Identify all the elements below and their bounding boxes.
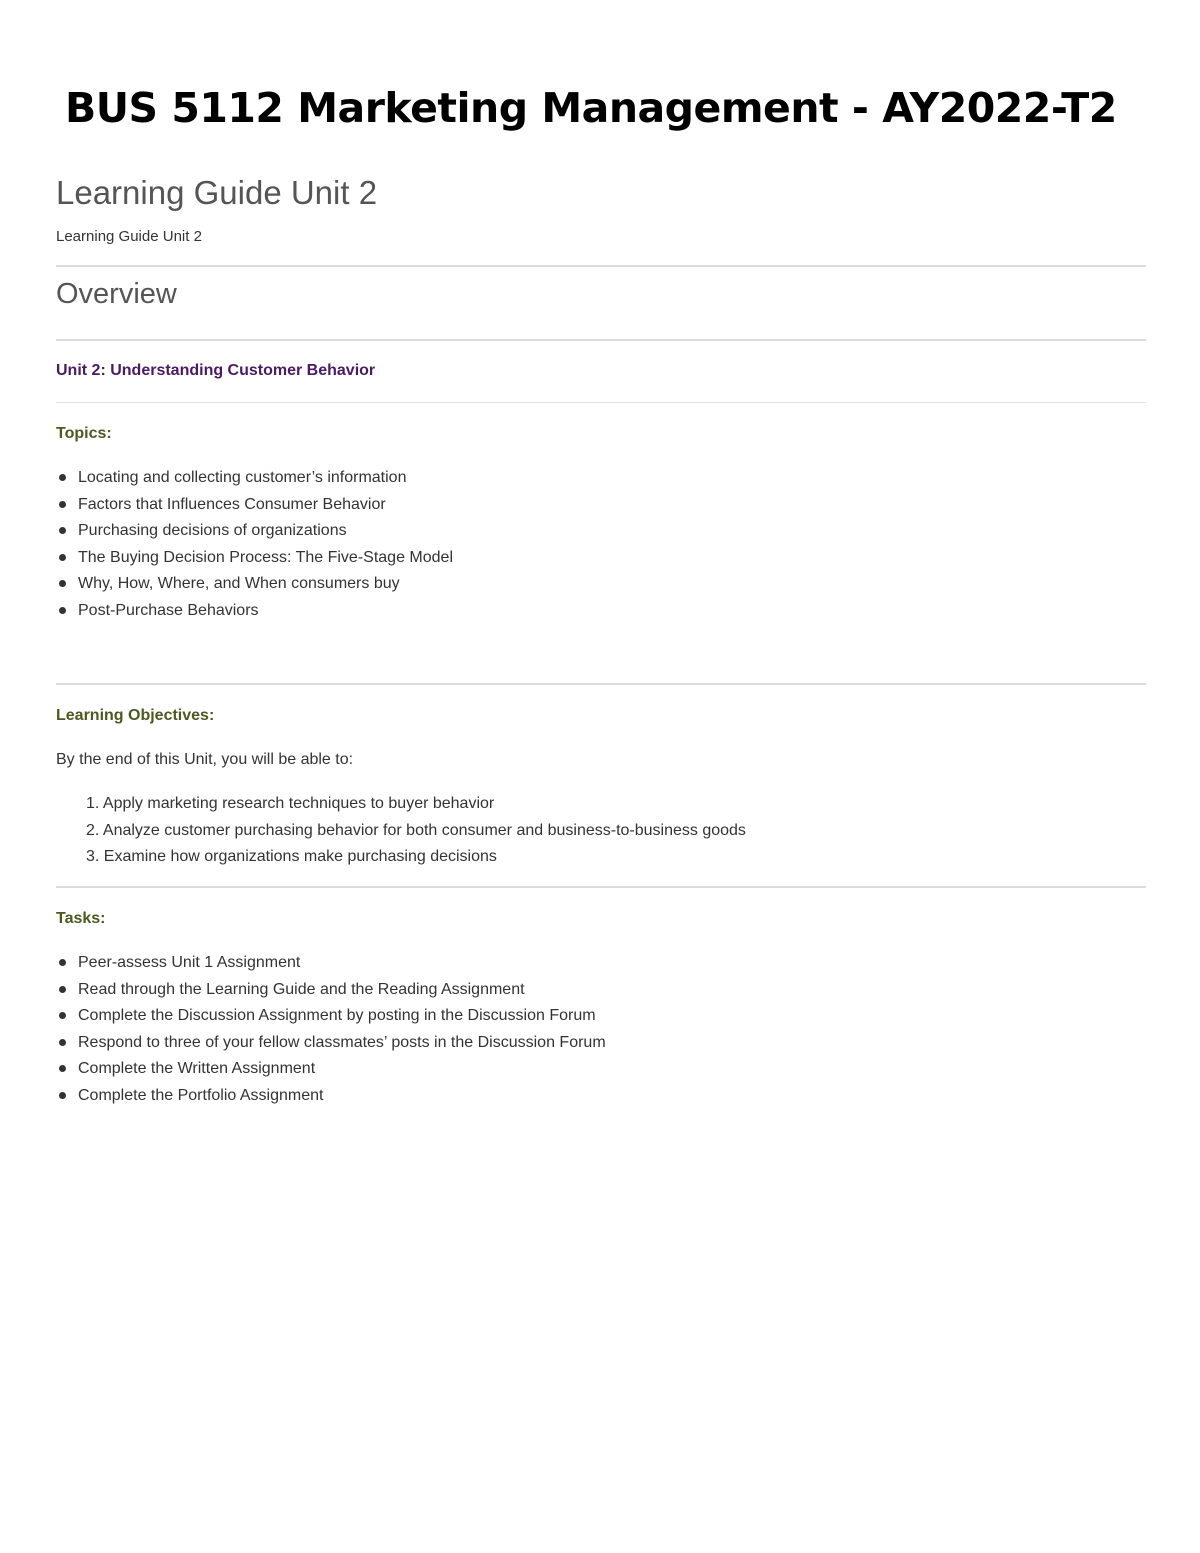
bullet-icon [59, 580, 66, 587]
page-title: Learning Guide Unit 2 [56, 174, 378, 211]
list-item-text: Peer-assess Unit 1 Assignment [78, 954, 301, 971]
list-item-text: Complete the Written Assignment [78, 1060, 316, 1077]
list-item [56, 1006, 606, 1033]
divider [56, 339, 1146, 341]
unit-title: Unit 2: Understanding Customer Behavior [56, 362, 376, 379]
list-item-text: Factors that Influences Consumer Behavior [78, 495, 386, 513]
bullet-icon [59, 1012, 66, 1019]
list-item [56, 1033, 606, 1060]
bullet-icon [59, 474, 66, 481]
list-item [56, 953, 606, 980]
list-item-text: Why, How, Where, and When consumers buy [78, 575, 400, 592]
divider [56, 683, 1146, 685]
list-item [56, 468, 453, 495]
bullet-icon [59, 1065, 66, 1072]
topics-list [56, 468, 453, 627]
overview-heading: Overview [56, 278, 177, 310]
list-item-text: Complete the Discussion Assignment by posting in the Discussion Forum [78, 1007, 596, 1024]
divider [56, 265, 1146, 267]
page-subtitle: Learning Guide Unit 2 [56, 228, 202, 245]
list-item-text: Read through the Learning Guide and the Reading Assignment [78, 980, 525, 998]
list-item [56, 980, 606, 1007]
list-item [56, 495, 453, 522]
objectives-intro: By the end of this Unit, you will be able to: [56, 751, 354, 768]
course-title: BUS 5112 Marketing Management - AY2022-T2 [65, 84, 1117, 132]
list-item [56, 1086, 606, 1113]
list-item-text: Locating and collecting customer’s information [78, 469, 407, 486]
bullet-icon [59, 554, 66, 561]
list-item [56, 601, 453, 628]
list-item-text: The Buying Decision Process: The Five-Stage Model [78, 548, 453, 566]
list-item-text: Complete the Portfolio Assignment [78, 1086, 324, 1104]
objectives-list [86, 794, 746, 874]
list-item [56, 521, 453, 548]
list-item: 3. Examine how organizations make purchasing decisions [86, 848, 497, 865]
bullet-icon [59, 986, 66, 993]
divider [56, 402, 1146, 403]
bullet-icon [59, 527, 66, 534]
bullet-icon [59, 959, 66, 966]
bullet-icon [59, 501, 66, 508]
list-item [56, 574, 453, 601]
list-item: 1. Apply marketing research techniques to buyer behavior [86, 795, 495, 812]
list-item-text: Respond to three of your fellow classmates’ posts in the Discussion Forum [78, 1033, 606, 1051]
list-item-text: Post-Purchase Behaviors [78, 601, 259, 619]
list-item [56, 548, 453, 575]
objectives-label: Learning Objectives: [56, 707, 215, 724]
tasks-list [56, 953, 606, 1112]
list-item: 2. Analyze customer purchasing behavior for both consumer and business-to-business goods [86, 821, 746, 839]
bullet-icon [59, 607, 66, 614]
topics-label: Topics: [56, 425, 112, 442]
bullet-icon [59, 1039, 66, 1046]
list-item [56, 1059, 606, 1086]
bullet-icon [59, 1092, 66, 1099]
tasks-label: Tasks: [56, 910, 106, 927]
list-item-text: Purchasing decisions of organizations [78, 522, 347, 539]
divider [56, 886, 1146, 888]
